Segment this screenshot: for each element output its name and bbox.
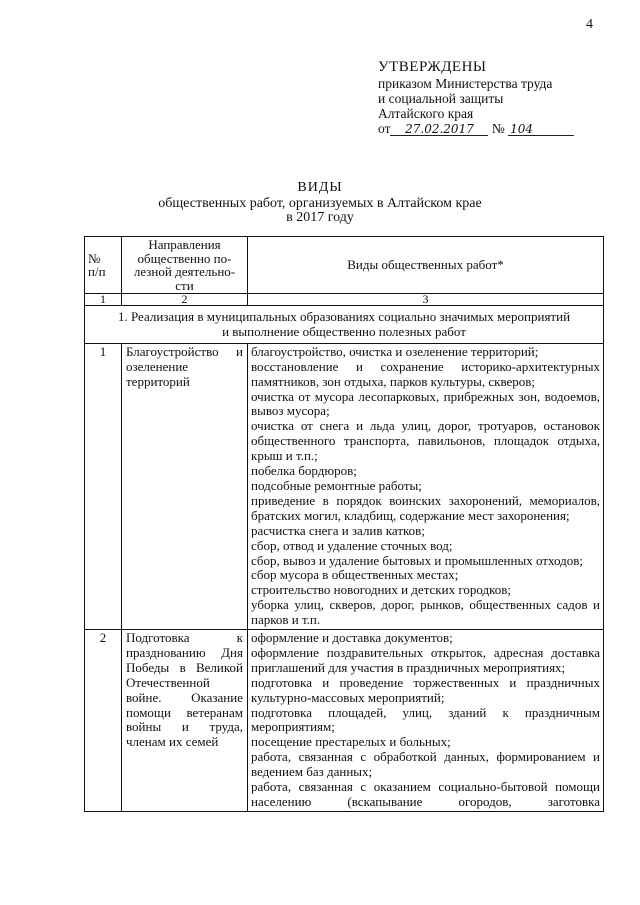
work-item: оформление и доставка документов; bbox=[251, 630, 453, 646]
work-item: расчистка снега и залив катков; bbox=[251, 522, 425, 538]
section-heading-text: и выполнение общественно полезных работ bbox=[222, 323, 466, 339]
work-item: приведение в порядок воинских захоронений, мемориалов, братских могил, кладбищ, содержание мест захоронения; bbox=[251, 492, 600, 523]
page-number: 4 bbox=[586, 17, 593, 32]
header-text: лезной деятельно- bbox=[133, 264, 236, 279]
table-header-row bbox=[85, 237, 604, 294]
row-works bbox=[248, 343, 604, 629]
header-text: № bbox=[88, 250, 101, 266]
title-subtitle: общественных работ, организуемых в Алтайском крае bbox=[158, 196, 482, 211]
header-direction bbox=[122, 237, 248, 294]
header-types: Виды общественных работ* bbox=[248, 237, 604, 294]
table-row bbox=[85, 343, 604, 629]
work-item: сбор, вывоз и удаление бытовых и промышленных отходов; bbox=[251, 552, 583, 568]
column-number: 2 bbox=[122, 294, 248, 306]
table-row bbox=[85, 630, 604, 812]
work-item: побелка бордюров; bbox=[251, 463, 357, 479]
number-prefix: № bbox=[491, 121, 505, 136]
handwritten-number: 104 bbox=[508, 123, 574, 136]
row-direction: Подготовка к празднованию Дня Победы в Великой Отечественной войне. Оказание помощи ветеранам войны и труда, членам их семей bbox=[122, 630, 248, 812]
approval-stamp bbox=[378, 60, 574, 136]
handwritten-date: 27.02.2017 bbox=[390, 123, 488, 136]
work-item: очистка от мусора лесопарковых, прибрежных зон, водоемов, вывоз мусора; bbox=[251, 388, 600, 419]
row-number: 2 bbox=[85, 630, 122, 812]
work-item: благоустройство, очистка и озеленение территорий; bbox=[251, 343, 539, 359]
work-item: подсобные ремонтные работы; bbox=[251, 477, 422, 493]
header-text: сти bbox=[175, 277, 194, 293]
column-number: 3 bbox=[248, 294, 604, 306]
row-number: 1 bbox=[85, 343, 122, 629]
section-heading-text: 1. Реализация в муниципальных образованиях социально значимых мероприятий bbox=[117, 309, 571, 324]
header-num bbox=[85, 237, 122, 294]
work-item: работа, связанная с обработкой данных, формированием и ведением баз данных; bbox=[251, 749, 600, 780]
work-item: подготовка и проведение торжественных и праздничных культурно-массовых мероприятий; bbox=[251, 674, 600, 705]
work-item: уборка улиц, скверов, дорог, рынков, общественных садов и парков и т.п. bbox=[251, 597, 600, 628]
approval-line: и социальной защиты bbox=[378, 91, 504, 106]
document-title bbox=[0, 181, 640, 225]
work-item: очистка от снега и льда улиц, дорог, тротуаров, остановок общественного транспорта, павильонов, площадок отдыха, крыш и т.п.; bbox=[251, 418, 600, 464]
approval-heading: УТВЕРЖДЕНЫ bbox=[378, 59, 487, 75]
header-text: Направления bbox=[148, 237, 221, 252]
work-item: подготовка площадей, улиц, зданий к праздничным мероприятиям; bbox=[251, 704, 600, 735]
public-works-table bbox=[84, 236, 604, 812]
title-main: ВИДЫ bbox=[297, 180, 343, 195]
work-item: работа, связанная с оказанием социально-бытовой помощи населению (вскапывание огородов, заготовка bbox=[251, 779, 600, 809]
work-item: посещение престарелых и больных; bbox=[251, 734, 451, 750]
approval-line: приказом Министерства труда bbox=[378, 76, 553, 91]
work-item: восстановление и сохранение историко-архитектурных памятников, зон отдыха, парков культуры, скверов; bbox=[251, 358, 600, 389]
approval-date-line bbox=[378, 121, 574, 136]
title-year: в 2017 году bbox=[286, 210, 354, 225]
section-heading-row bbox=[85, 306, 604, 344]
row-direction: Благоустройство и озеленение территорий bbox=[122, 343, 248, 629]
date-prefix: от bbox=[378, 121, 391, 136]
column-number: 1 bbox=[85, 294, 122, 306]
work-item: сбор, отвод и удаление сточных вод; bbox=[251, 537, 453, 553]
approval-line: Алтайского края bbox=[378, 106, 474, 121]
column-number-row bbox=[85, 294, 604, 306]
header-text: п/п bbox=[88, 264, 106, 279]
work-item: сбор мусора в общественных местах; bbox=[251, 567, 459, 583]
header-text: общественно по- bbox=[137, 250, 232, 266]
work-item: строительство новогодних и детских городков; bbox=[251, 582, 511, 598]
work-item: оформление поздравительных открыток, адресная доставка приглашений для участия в праздничных мероприятиях; bbox=[251, 644, 600, 675]
row-works bbox=[248, 630, 604, 812]
section-heading bbox=[85, 306, 604, 344]
